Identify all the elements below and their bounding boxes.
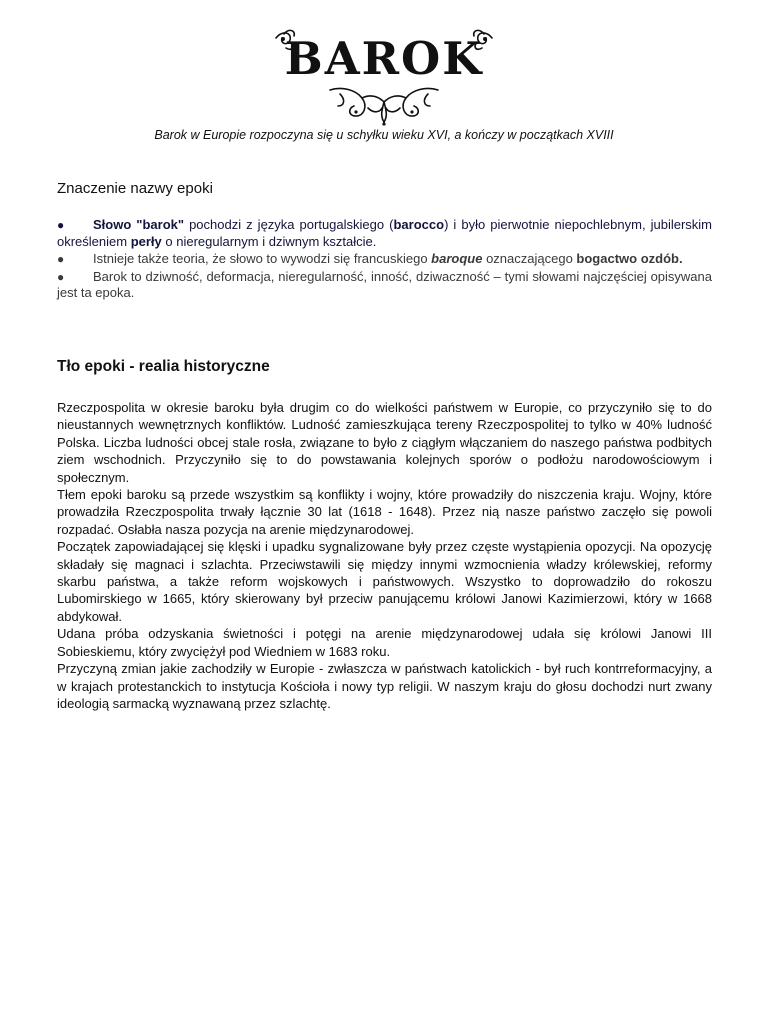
logo-title: BAROK: [284, 32, 484, 85]
bullet-item: [57, 269, 712, 302]
bullet-item: [57, 251, 712, 268]
bullet-text-bold: Słowo "barok": [93, 217, 185, 232]
paragraph: Początek zapowiadającej się klęski i upadku sygnalizowane były przez częste wystąpienia opozycji. Na opozycję składały się magnaci i szlachta. Przeciwstawili się między innymi wzmocnienia władzy królewskiej, reformy skarbu państwa, a także reform wojskowych i państwowych. Wszystko to doprowadziło do rokoszu Lubomirskiego w 1665, który skierowany był przeciw panującemu królowi Janowi Kazimierzowi, który w 1668 abdykował.: [57, 539, 712, 624]
bullet-text: ) i było pierwotnie niepochlebnym, jubilerskim określeniem: [57, 217, 712, 249]
paragraph: Przyczyną zmian jakie zachodziły w Europie - zwłaszcza w państwach katolickich - był ruch kontrreformacyjny, a w krajach protestanckich to instytucja Kościoła i nowy typ religii. W naszym kraju do głosu dochodzi nurt zwany ideologią sarmacką wyznawaną przez szlachtę.: [57, 661, 712, 711]
document-subtitle: Barok w Europie rozpoczyna się u schyłku wieku XVI, a kończy w początkach XVIII: [154, 128, 614, 142]
bullet-text: Barok to dziwność, deformacja, nieregularność, inność, dziwaczność – tymi słowami najczęściej opisywana jest ta epoka.: [57, 268, 712, 300]
bullet-item: [57, 217, 712, 250]
bullet-text-bold: bogactwo ozdób.: [576, 251, 683, 266]
section-heading-name-meaning: Znaczenie nazwy epoki: [57, 180, 213, 197]
bullet-text-bold-italic: baroque: [431, 251, 483, 266]
bullet-text: pochodzi z języka portugalskiego (: [184, 217, 394, 232]
bullet-text: o nieregularnym i dziwnym kształcie.: [161, 233, 377, 249]
bullet-dot: ●: [57, 252, 65, 266]
bullet-text-bold: barocco: [393, 217, 445, 232]
bullet-dot: ●: [57, 269, 65, 284]
paragraph: Tłem epoki baroku są przede wszystkim są konflikty i wojny, które prowadziły do niszczenia kraju. Wojny, które prowadziła Rzeczpospolita trwały łącznie 30 lat (1618 - 1648). Przez nią nasze państwo zaczęło się powoli rozpadać. Osłabła nasza pozycja na arenie międzynarodowej.: [57, 487, 712, 537]
bullet-dot: ●: [57, 218, 65, 232]
bullet-text: Istnieje także teoria, że słowo to wywodzi się francuskiego: [93, 251, 432, 266]
paragraph: Rzeczpospolita w okresie baroku była drugim co do wielkości państwem w Europie, co przyczyniło się to do nieustannych wewnętrznych konfliktów. Ludność zamieszkująca tereny Rzeczpospolitej to tylko w 40% ludność Polska. Liczba ludności obcej stale rosła, związane to było z ciągłym włączaniem do naszego państwa podbitych ziem wschodnich. Przyczyniło się to do powstawania kolejnych sporów o podłożu narodowościowym i społecznym.: [57, 400, 712, 485]
bullet-text-bold: perły: [130, 233, 162, 249]
section-heading-historical-background: Tło epoki - realia historyczne: [57, 358, 270, 375]
barok-logo: [270, 28, 498, 126]
bullet-text: oznaczającego: [482, 251, 577, 266]
paragraph: Udana próba odzyskania świetności i potęgi na arenie międzynarodowej udała się królowi Janowi III Sobieskiemu, który zwyciężył pod Wiedniem w 1683 roku.: [57, 626, 712, 659]
bullet-list: [57, 217, 712, 303]
historical-background-text: [57, 399, 712, 712]
